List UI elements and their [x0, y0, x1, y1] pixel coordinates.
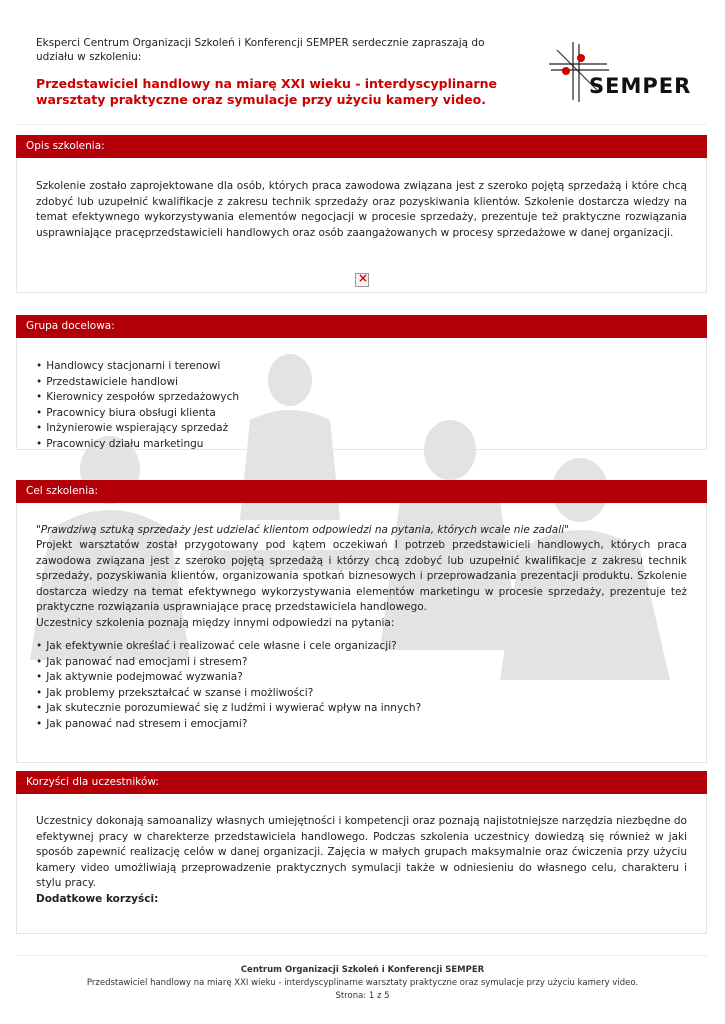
list-item: • Jak efektywnie określać i realizować cele własne i cele organizacji? — [36, 639, 421, 655]
list-item: • Przedstawiciele handlowi — [36, 375, 239, 391]
opis-text: Szkolenie zostało zaprojektowane dla osób, których praca zawodowa związana jest z szeroko pojętą sprzedażą i które chcą zdobyć lub uzupełnić kwalifikacje z zakresu technik sprzedaży oraz pozyskiwania klientów. Szkolenie dostarcza wiedzy na temat efektywnego wykorzystywania elementów negocjacji w procesie sprzedaży, prezentuje też praktyczne rozwiązania usprawniające pracęprzedstawicieli handlowych oraz osób zaangażowanych w procesy sprzedażowe w danej organizacji. — [36, 180, 687, 239]
section-header-cel — [16, 480, 707, 503]
cel-lead: Uczestnicy szkolenia poznają między innymi odpowiedzi na pytania: — [36, 617, 395, 629]
course-title: Przedstawiciel handlowy na miarę XXI wieku - interdyscyplinarne warsztaty praktyczne oraz symulacje przy użyciu kamery video. — [36, 76, 498, 107]
section-header-grupa — [16, 315, 707, 338]
list-item: • Jak problemy przekształcać w szanse i możliwości? — [36, 686, 421, 702]
section-header-korzysci — [16, 771, 707, 794]
section-title: Opis szkolenia: — [26, 140, 105, 152]
list-item: • Kierownicy zespołów sprzedażowych — [36, 390, 239, 406]
cel-quote: "Prawdziwą sztuką sprzedaży jest udzielać klientom odpowiedzi na pytania, których wcale nie zadali" — [36, 524, 569, 536]
section-title: Korzyści dla uczestników: — [26, 776, 159, 788]
broken-image-icon — [355, 273, 369, 287]
intro-text: Eksperci Centrum Organizacji Szkoleń i Konferencji SEMPER serdecznie zapraszają do udziału w szkoleniu: — [36, 37, 485, 63]
list-item: • Jak skutecznie porozumiewać się z ludźmi i wywierać wpływ na innych? — [36, 701, 421, 717]
footer-page-number: Strona: 1 z 5 — [335, 991, 390, 1001]
section-header-opis — [16, 135, 707, 158]
logo-wordmark: SEMPER — [589, 74, 692, 98]
list-item: • Jak panować nad emocjami i stresem? — [36, 655, 421, 671]
cel-text: Projekt warsztatów został przygotowany pod kątem oczekiwań I potrzeb przedstawicieli handlowych, których praca zawodowa związana jest z szeroko pojętą sprzedażą i którzy chcą zdobyć lub uzupełnić kwalifikacje z zakresu technik sprzedaży, pozyskiwania klientów, organizowania spotkań biznesowych i przeprowadzania prezentacji produktu. Szkolenie dostarcza wiedzy na temat efektywnego wykorzystywania elementów marketingu w procesie sprzedaży, prezentuje też praktyczne rozwiązania usprawniające pracę przedstawiciela handlowego. — [36, 539, 687, 613]
section-title: Cel szkolenia: — [26, 485, 99, 497]
footer-course: Przedstawiciel handlowy na miarę XXI wieku - interdyscyplinarne warsztaty praktyczne oraz symulacje przy użyciu kamery video. — [86, 978, 639, 988]
list-item: • Jak aktywnie podejmować wyzwania? — [36, 670, 421, 686]
korzysci-text: Uczestnicy dokonają samoanalizy własnych umiejętności i kompetencji oraz poznają najistotniejsze narzędzia niezbędne do efektywnej pracy w charekterze przedstawiciela handlowego. Podczas szkolenia uczestnicy dowiedzą się również w jaki sposób zapewnić realizację celów w danej organizacji. Zajęcia w małych grupach maksymalnie oraz ćwiczenia przy użyciu kamery video umożliwiają przeprowadzenie praktycznych symulacji także w odniesieniu do własnego celu, charakteru i stylu pracy. — [36, 815, 687, 889]
list-item: • Jak panować nad stresem i emocjami? — [36, 717, 421, 733]
document-page — [16, 28, 707, 905]
document-header — [16, 28, 707, 125]
list-item: • Pracownicy działu marketingu — [36, 437, 239, 453]
target-group-list — [36, 359, 239, 452]
list-item: • Pracownicy biura obsługi klienta — [36, 406, 239, 422]
section-title: Grupa docelowa: — [26, 320, 115, 332]
page-footer — [0, 955, 725, 1003]
semper-logo — [549, 42, 692, 104]
extra-benefits-heading: Dodatkowe korzyści: — [36, 893, 159, 905]
questions-list — [36, 639, 421, 732]
footer-org: Centrum Organizacji Szkoleń i Konferencji SEMPER — [240, 965, 485, 975]
list-item: • Inżynierowie wspierający sprzedaż — [36, 421, 239, 437]
footer-divider — [17, 955, 708, 956]
list-item: • Handlowcy stacjonarni i terenowi — [36, 359, 239, 375]
